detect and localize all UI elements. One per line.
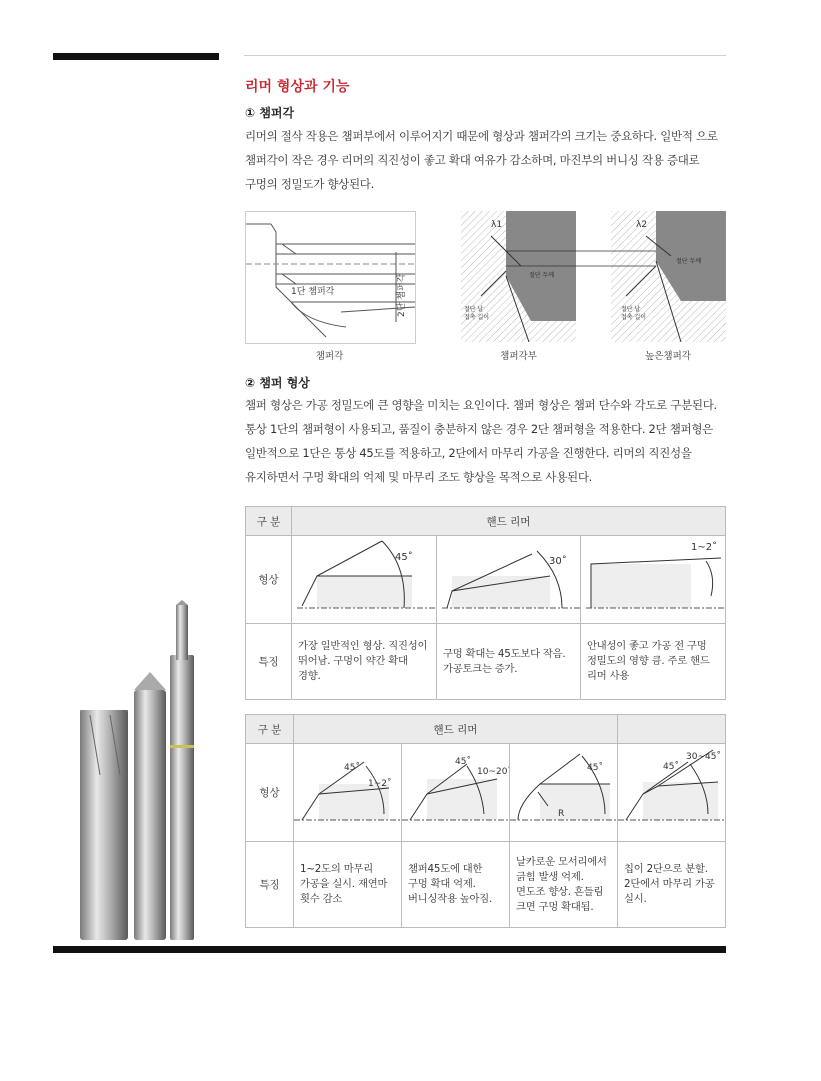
feature-line: 날카로운 모서리에서 — [516, 855, 607, 868]
fig2-cut-edge: 절단 날 — [464, 306, 484, 313]
table2-header-blank — [618, 715, 726, 744]
feature-line: 1~2도의 마무리 — [300, 863, 373, 875]
feature-line: 안내성이 좋고 가공 전 구멍 — [587, 640, 707, 652]
angle-label: 45˚ — [587, 763, 603, 773]
table1-header: 핸드 리머 — [292, 507, 726, 536]
feature-line: 크면 구멍 확대됨. — [516, 900, 594, 913]
angle-label: 10~20˚ — [477, 767, 509, 777]
table2-shape-label: 형상 — [246, 744, 294, 842]
top-divider — [244, 55, 726, 56]
fig3-cut-edge: 절단 날 — [621, 306, 641, 313]
bottom-black-bar — [53, 946, 726, 953]
feature-line: 가공토크는 증가. — [443, 662, 518, 675]
table1-shape-45 — [292, 536, 437, 624]
radius-label: R — [558, 809, 565, 819]
feature-line: 긁힘 발생 억제. — [516, 870, 584, 883]
table2-shape-3 — [510, 744, 618, 842]
table1-col-label: 구 분 — [246, 507, 292, 536]
high-chamfer-figure — [576, 211, 726, 342]
fig1-caption: 챔퍼각 — [315, 351, 344, 362]
chamfer-angle-heading: ① 챔퍼각 — [245, 106, 295, 120]
angle-label: 45˚ — [344, 763, 360, 773]
angle-label: 45˚ — [663, 762, 679, 772]
para-line: 구멍의 정밀도가 향상된다. — [245, 177, 374, 191]
table2-col-label: 구 분 — [246, 715, 294, 744]
para-line: 통상 1단의 챔퍼형이 사용되고, 품질이 충분하지 않은 경우 2단 챔퍼형을 적용한다. 2단 챔퍼형은 — [245, 422, 713, 436]
top-black-bar — [53, 53, 219, 60]
feature-line: 버니싱작용 높아짐. — [408, 893, 493, 905]
angle-label: 45˚ — [395, 552, 413, 563]
feature-line: 실시. — [624, 893, 647, 905]
fig1-label-1: 1단 챔퍼각 — [291, 287, 335, 297]
feature-line: 구멍 확대 억제. — [408, 878, 476, 890]
feature-line: 정밀도의 영향 큼. 주로 핸드 — [587, 655, 710, 667]
chamfer-table-2 — [245, 714, 726, 928]
table2-shape-2 — [402, 744, 510, 842]
fig3-lambda: λ2 — [636, 220, 648, 230]
fig3-caption: 높은챔퍼각 — [645, 351, 691, 362]
table2-shape-4 — [618, 744, 726, 842]
chamfer-angle-paragraph — [245, 124, 735, 196]
fig3-cut-thickness: 절단 두께 — [676, 258, 702, 265]
para-line: 유지하면서 구멍 확대의 억제 및 마무리 조도 향상을 목적으로 사용된다. — [245, 470, 593, 484]
angle-label: 1~2˚ — [368, 779, 392, 789]
table1-feature-30 — [437, 624, 581, 700]
chamfer-part-figure — [461, 211, 576, 342]
table1-feature-label: 특징 — [246, 624, 292, 700]
chamfer-shape-paragraph — [245, 393, 735, 489]
feature-line: 면도조 향상. 흔들림 — [516, 885, 604, 898]
table2-feature-label: 특징 — [246, 842, 294, 928]
table2-header: 핸드 리머 — [294, 715, 618, 744]
angle-label: 30˚ — [549, 556, 567, 567]
table1-feature-45 — [292, 624, 437, 700]
angle-label: 30~45˚ — [686, 752, 721, 762]
fig2-contact-length: 접촉 길이 — [464, 314, 490, 321]
fig2-cut-thickness: 절단 두께 — [529, 272, 555, 279]
table2-feature-1 — [294, 842, 402, 928]
feature-line: 가장 일반적인 형상. 직진성이 — [298, 640, 428, 652]
table1-shape-1-2 — [581, 536, 726, 624]
para-line: 챔퍼각이 작은 경우 리머의 직진성이 좋고 확대 여유가 감소하며, 마진부의 버니싱 작용 증대로 — [245, 153, 700, 167]
chamfer-angle-figure — [245, 211, 416, 344]
para-line: 챔퍼 형상은 가공 정밀도에 큰 영향을 미치는 요인이다. 챔퍼 형상은 챔퍼 단수와 각도로 구분된다. — [245, 398, 717, 412]
fig1-label-2: 2단 챔퍼각 — [397, 273, 407, 317]
table2-feature-3 — [510, 842, 618, 928]
angle-label: 45˚ — [455, 757, 471, 767]
para-line: 일반적으로 1단은 통상 45도를 적용하고, 2단에서 마무리 가공을 진행한다. 리머의 직진성을 — [245, 446, 692, 460]
angle-label: 1~2˚ — [691, 542, 718, 553]
feature-line: 칩이 2단으로 분할. — [624, 863, 708, 875]
table2-shape-1 — [294, 744, 402, 842]
table2-feature-4 — [618, 842, 726, 928]
feature-line: 경향. — [298, 670, 321, 682]
section-title: 리머 형상과 기능 — [245, 79, 350, 95]
feature-line: 챔퍼45도에 대한 — [408, 863, 483, 875]
table2-feature-2 — [402, 842, 510, 928]
feature-line: 리머 사용 — [587, 670, 630, 682]
chamfer-shape-heading: ② 챔퍼 형상 — [245, 376, 310, 390]
chamfer-table-1 — [245, 506, 726, 700]
feature-line: 구멍 확대는 45도보다 작음. — [443, 647, 566, 660]
fig2-lambda: λ1 — [491, 220, 503, 230]
table1-shape-30 — [437, 536, 581, 624]
feature-line: 2단에서 마무리 가공 — [624, 878, 715, 890]
table1-feature-1-2 — [581, 624, 726, 700]
table1-shape-label: 형상 — [246, 536, 292, 624]
para-line: 리머의 절삭 작용은 챔퍼부에서 이루어지기 때문에 형상과 챔퍼각의 크기는 중요하다. 일반적 으로 — [245, 129, 718, 143]
fig2-caption: 챔퍼각부 — [500, 351, 537, 362]
feature-line: 횟수 감소 — [300, 893, 343, 905]
feature-line: 가공을 실시. 재연마 — [300, 878, 388, 890]
feature-line: 뛰어남. 구멍이 약간 확대 — [298, 655, 408, 667]
fig3-contact-length: 접촉 길이 — [621, 314, 647, 321]
reamer-tools-image — [70, 600, 200, 945]
